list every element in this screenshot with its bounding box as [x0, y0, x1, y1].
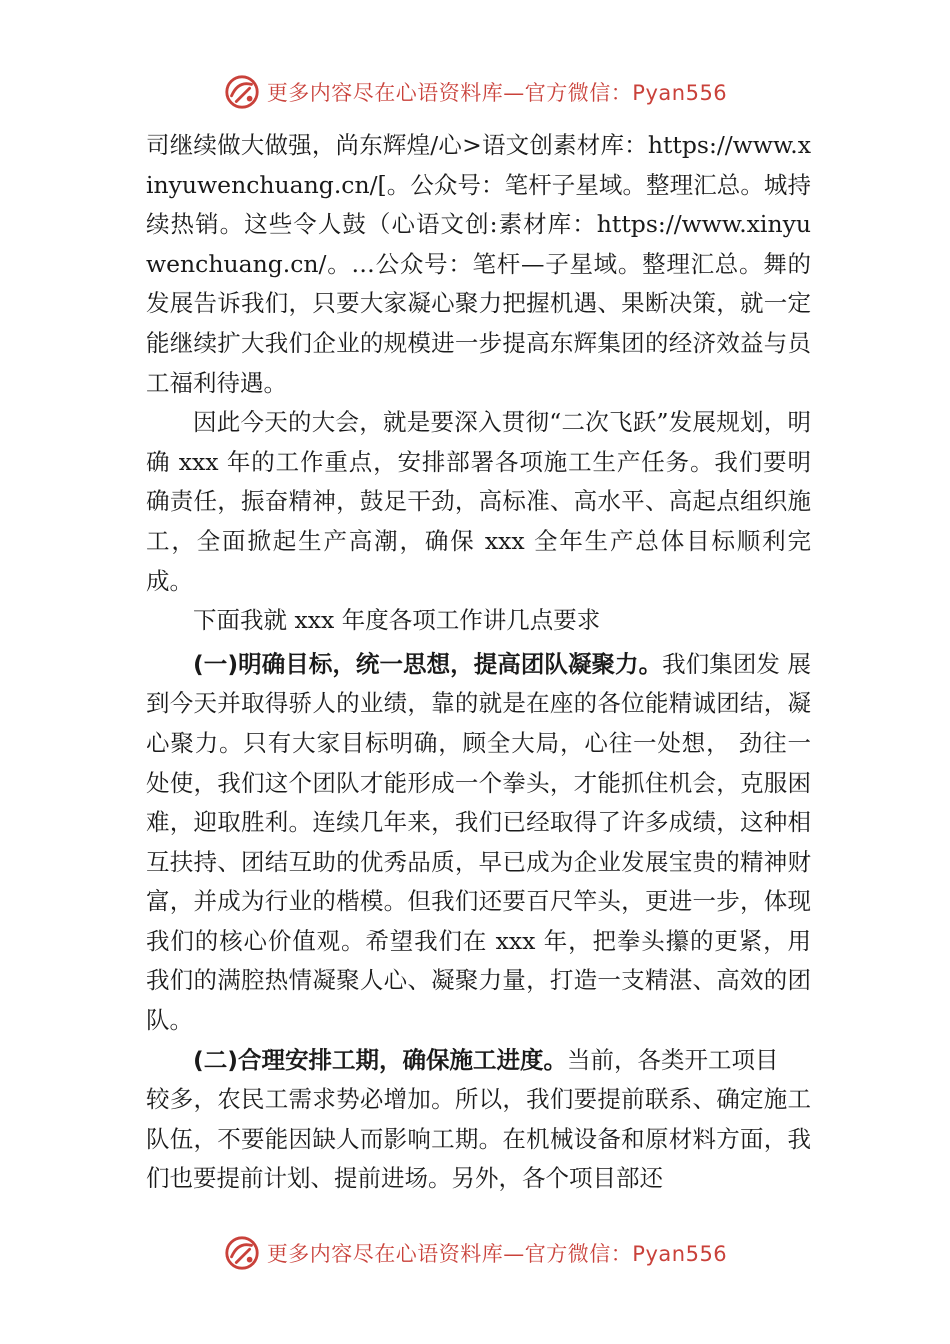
footer-banner-text: 更多内容尽在心语资料库—官方微信：Pyan556 [266, 1242, 728, 1266]
paragraph-4 [146, 645, 811, 1041]
paragraph-2: 因此今天的大会，就是要深入贯彻“二次飞跃”发展规划，明确 xxx 年的工作重点，安排部署各项施工生产任务。我们要明确责任，振奋精神，鼓足干劲，高标准、高水平、高起点组织施工，全面掀起生产高潮，确保 xxx 全年生产总体目标顺利完成。 [146, 408, 811, 595]
paragraph-5-first-line [146, 1041, 811, 1081]
header-banner [0, 70, 950, 114]
section-1-heading: (一)明确目标，统一思想，提高团队凝聚力。 [193, 649, 663, 678]
paragraph-5-rest: 较多，农民工需求势必增加。所以，我们要提前联系、确定施工队伍，不要能因缺人而影响工期。在机械设备和原材料方面，我们也要提前计划、提前进场。另外，各个项目部还 [146, 1085, 811, 1193]
section-2-heading: (二)合理安排工期，确保施工进度。 [193, 1045, 567, 1074]
header-banner-text: 更多内容尽在心语资料库—官方微信：Pyan556 [266, 81, 728, 105]
xinyu-logo-icon [223, 1234, 261, 1272]
section-1-text: 我们集团发 展到今天并取得骄人的业绩，靠的就是在座的各位能精诚团结，凝心聚力。只有大家目标明确，顾全大局，心往一处想， 劲往一处使，我们这个团队才能形成一个拳头，才能抓住机会，克服困难，迎取胜利。连续几年来，我们已经取得了许多成绩，这种相互扶持、团结互助的优秀品质，早已成为企业发展宝贵的精神财富，并成为行业的楷模。但我们还要百尺竿头，更进一步，体现我们的核心价值观。希望我们在 xxx 年，把拳头攥的更紧，用我们的满腔热情凝聚人心、凝聚力量，打造一支精湛、高效的团队。 [146, 649, 811, 1035]
footer-banner [0, 1231, 950, 1275]
section-2-text-first: 当前，各类开工项目 [566, 1045, 779, 1074]
xinyu-logo-icon [223, 73, 261, 111]
document-body [146, 126, 811, 1199]
paragraph-1: 司继续做大做强，尚东辉煌/心>语文创素材库：https://www.xinyuwenchuang.cn/[。公众号：笔杆子星域。整理汇总。城持续热销。这些令人鼓（心语文创:素材库：https://www.xinyuwenchuang.cn/。…公众号：笔杆—子星域。整理汇总。舞的发展告诉我们，只要大家凝心聚力把握机遇、果断决策，就一定能继续扩大我们企业的规模进一步提高东辉集团的经济效益与员工福利待遇。 [146, 131, 811, 397]
paragraph-3: 下面我就 xxx 年度各项工作讲几点要求 [193, 606, 601, 635]
